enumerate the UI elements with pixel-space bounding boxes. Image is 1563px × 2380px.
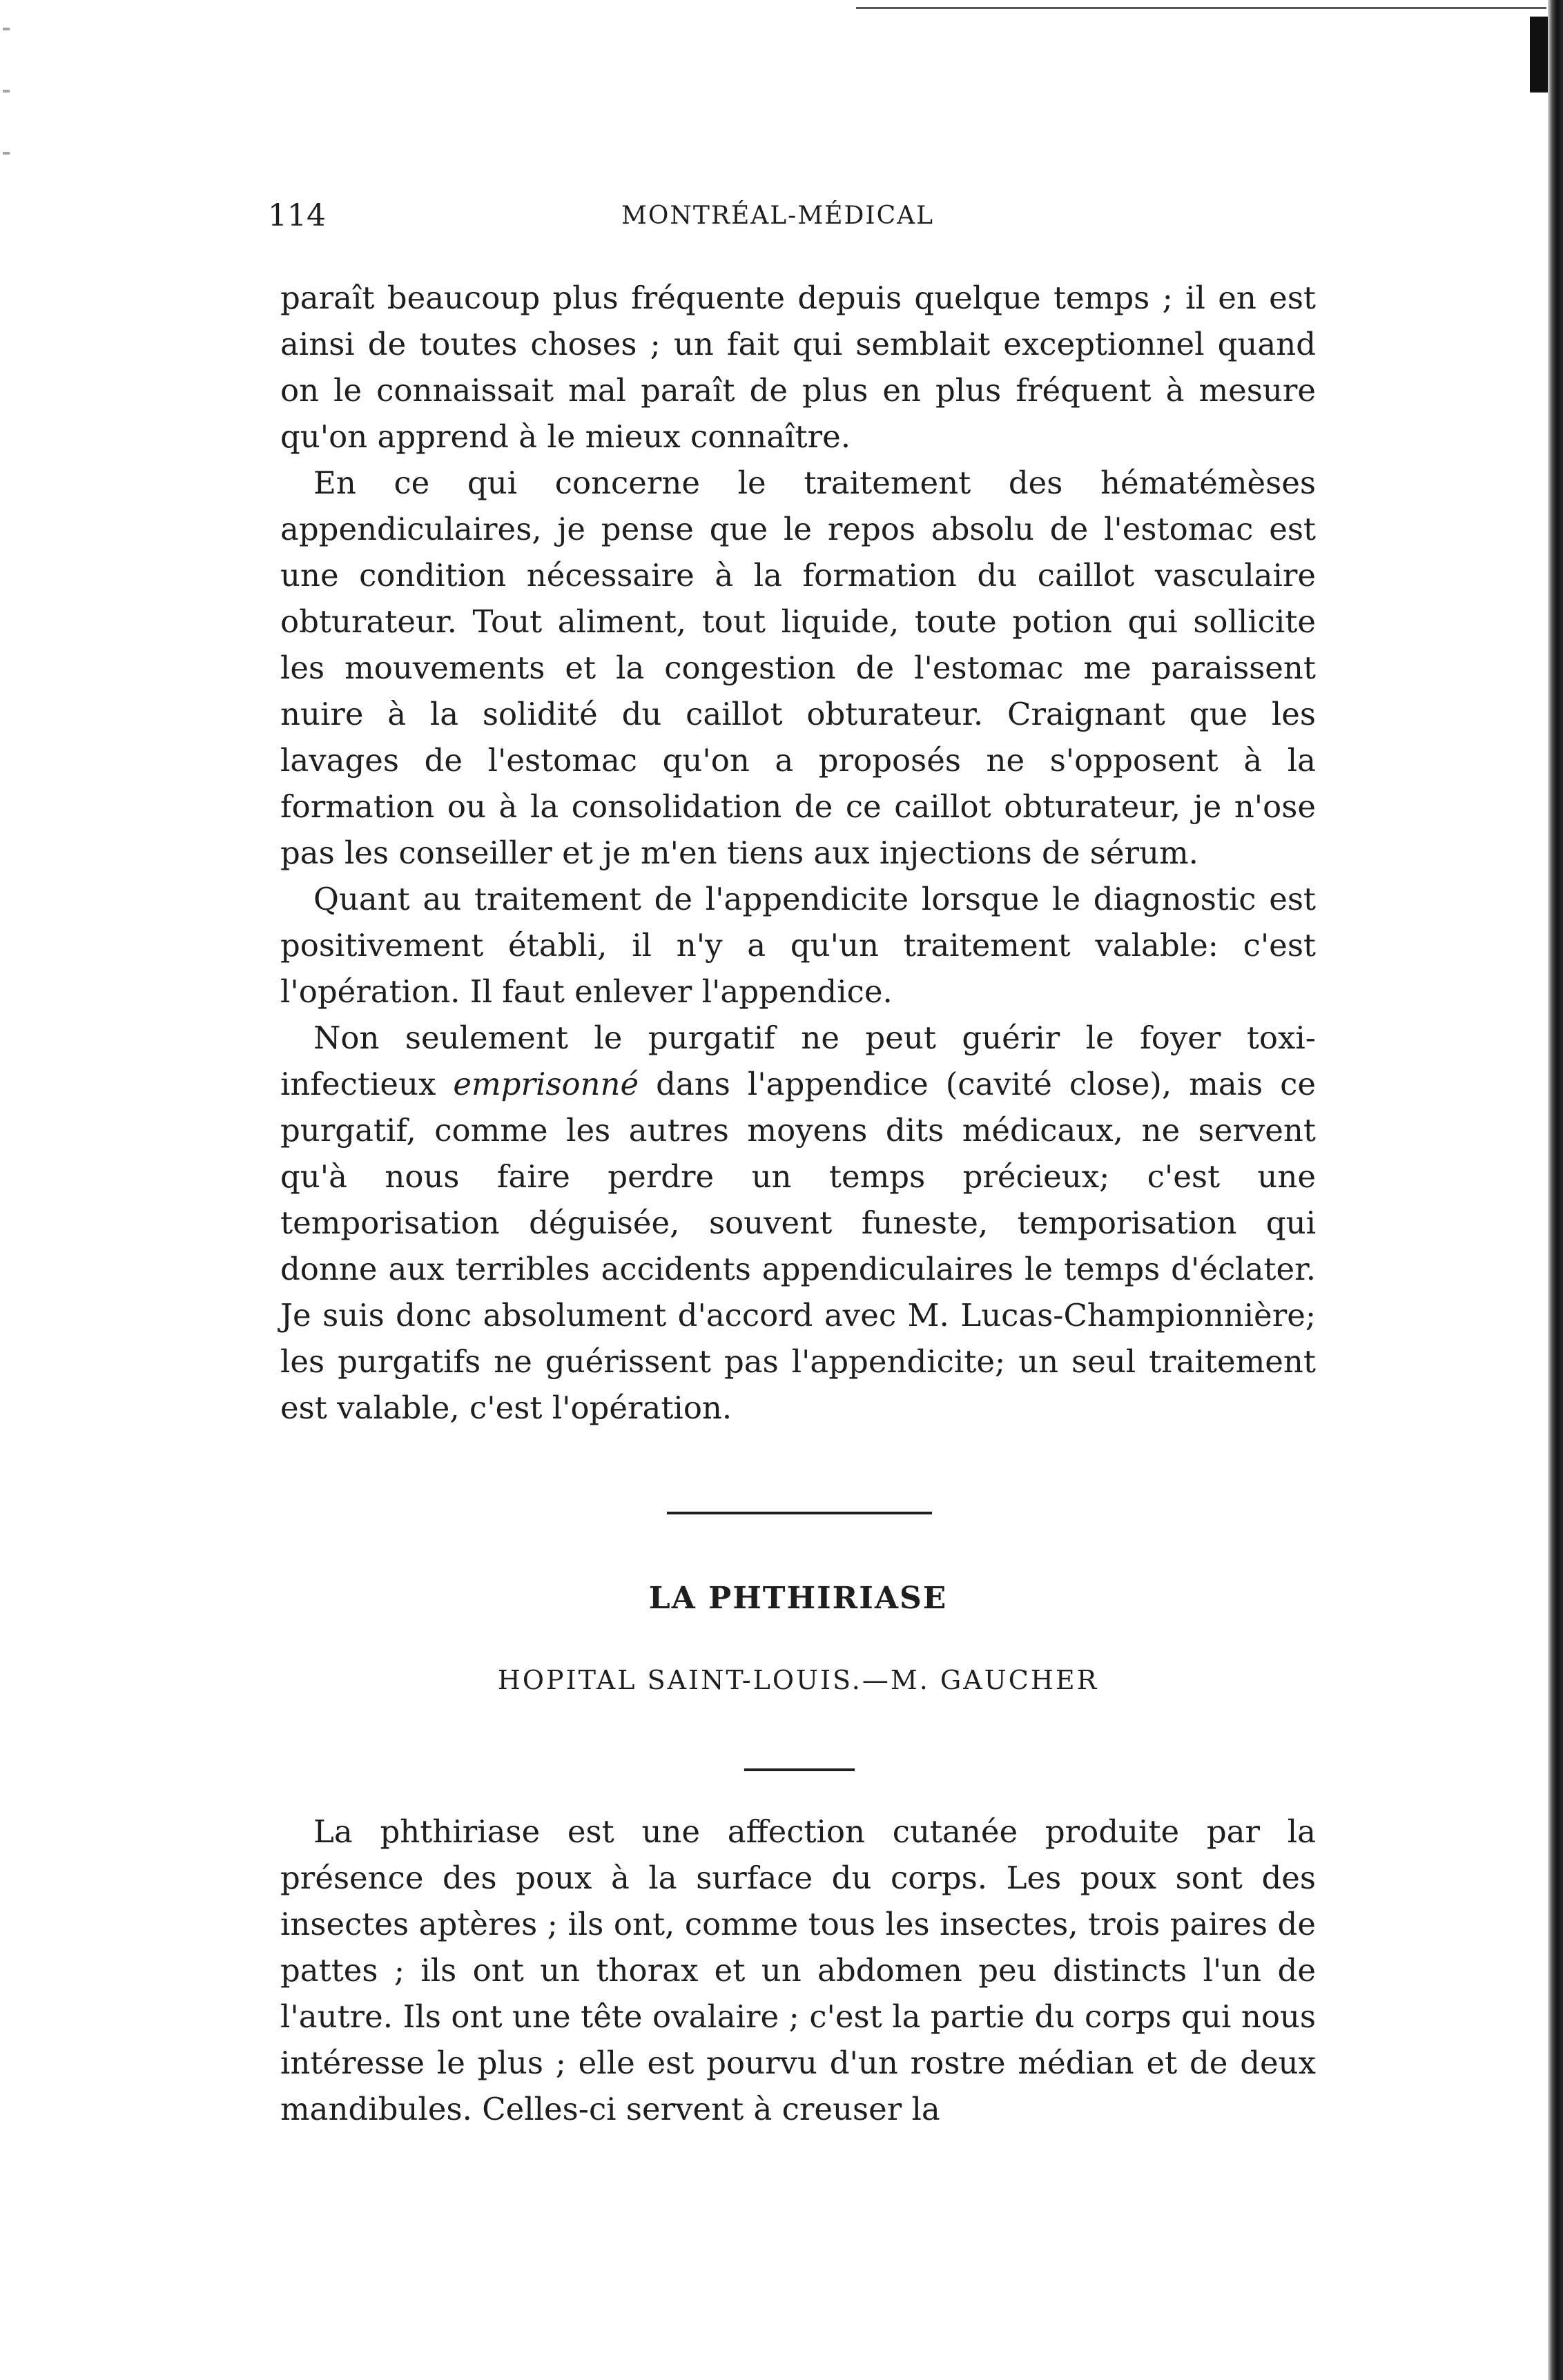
section-divider-rule bbox=[667, 1512, 932, 1514]
scan-top-edge-line bbox=[856, 7, 1546, 9]
running-head: MONTRÉAL-MÉDICAL bbox=[621, 202, 935, 230]
paragraph-4-start: Non seulement le purgatif ne peut guérir le foyer toxi-infectieux bbox=[280, 1020, 1316, 1102]
paragraph-4 bbox=[280, 1015, 1316, 1431]
subtitle-rule bbox=[744, 1768, 855, 1771]
scan-edge-notch bbox=[1530, 17, 1548, 92]
scan-right-edge-shadow bbox=[1548, 0, 1563, 2380]
section-title: LA PHTHIRIASE bbox=[648, 1581, 948, 1616]
paragraph-3: Quant au traitement de l'appendicite lorsque le diagnostic est positivement établi, il n'y a qu'un traitement valable: c'est l'opération. Il faut enlever l'appendice. bbox=[280, 881, 1316, 1010]
paragraph-2: En ce qui concerne le traitement des hématémèses appendiculaires, je pense que le repos absolu de l'estomac est une condition nécessaire à la formation du caillot vasculaire obturateur. Tout aliment, tout liquide, toute potion qui sollicite les mouvements et la congestion de l'estomac me paraissent nuire à la solidité du caillot obturateur. Craignant que les lavages de l'estomac qu'on a proposés ne s'opposent à la formation ou à la consolidation de ce caillot obturateur, je n'ose pas les conseiller et je m'en tiens aux injections de sérum. bbox=[280, 465, 1316, 871]
page-number: 114 bbox=[268, 198, 326, 233]
phthiriase-article bbox=[280, 1808, 1316, 2132]
paragraph-phthiriase: La phthiriase est une affection cutanée produite par la présence des poux à la surface du corps. Les poux sont des insectes aptères ; ils ont, comme tous les insectes, trois paires de pattes ; ils ont un thorax et un abdomen peu distincts l'un de l'autre. Ils ont une tête ovalaire ; c'est la partie du corps qui nous intéresse le plus ; elle est pourvu d'un rostre médian et de deux mandibules. Celles-ci servent à creuser la bbox=[280, 1813, 1316, 2127]
paragraph-4-end: dans l'appendice (cavité close), mais ce purgatif, comme les autres moyens dits médicaux, ne servent qu'à nous faire perdre un temps précieux; c'est une temporisation déguisée, souvent funeste, temporisation qui donne aux terribles accidents appendiculaires le temps d'éclater. Je suis donc absolument d'accord avec M. Lucas-Championnière; les purgatifs ne guérissent pas l'appendicite; un seul traitement est valable, c'est l'opération. bbox=[280, 1066, 1316, 1426]
page-header bbox=[268, 192, 1313, 240]
scan-left-edge-specks bbox=[3, 0, 10, 179]
section-subtitle: HOPITAL SAINT-LOUIS.—M. GAUCHER bbox=[497, 1665, 1099, 1695]
paragraph-1: paraît beaucoup plus fréquente depuis quelque temps ; il en est ainsi de toutes choses ; un fait qui semblait exceptionnel quand on le connaissait mal paraît de plus en plus fréquent à mesure qu'on apprend à le mieux connaître. bbox=[280, 280, 1316, 455]
article-continuation bbox=[280, 275, 1316, 1431]
italic-term: emprisonné bbox=[453, 1066, 639, 1102]
